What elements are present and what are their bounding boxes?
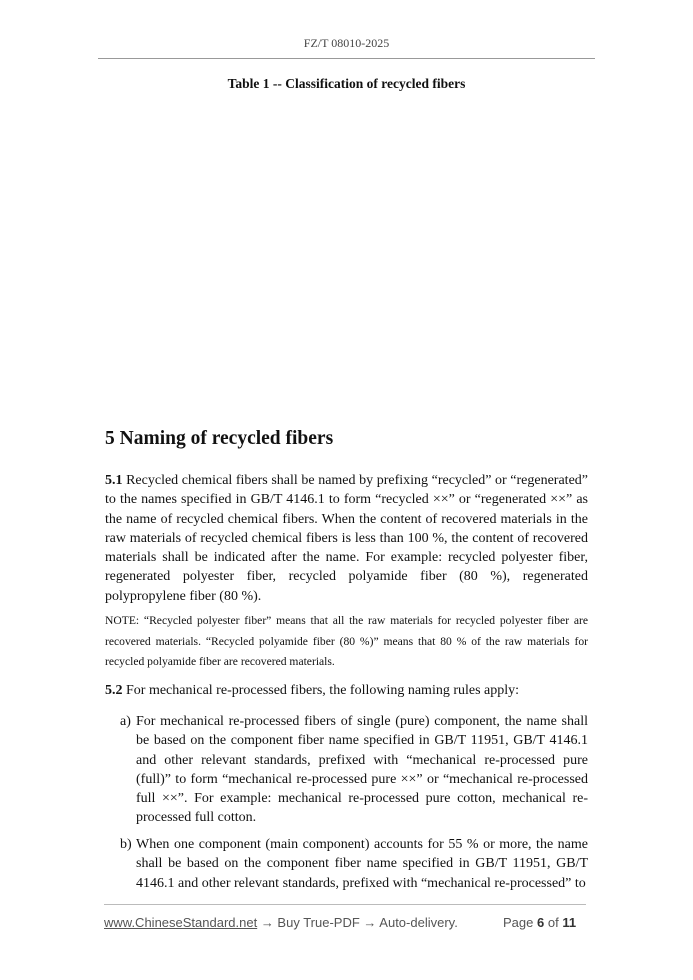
of-label: of [547,915,559,930]
list-marker: a) [120,714,131,729]
site-link[interactable]: www.ChineseStandard.net [104,915,258,930]
clause-text: Recycled chemical fibers shall be named by prefixing “recycled” or “regenerated” to the names specified in GB/T 4146.1 to form “recycled ××” or “regenerated ××” as the name of recycled chemical fibers. When the content of recovered materials in the raw materials of recycled chemical fibers is less than 100 %, the content of recovered materials shall be indicated after the name. For example: recycled polyester fiber, regenerated polyester fiber, recycled polyamide fiber (80 %), regenerated polypropylene fiber (80 %). [105,473,588,604]
note-paragraph: NOTE: “Recycled polyester fiber” means that all the raw materials for recycled polyester fiber are recovered materials. “Recycled polyamide fiber (80 %)” means that 80 % of the raw materials for recycled polyamide fiber are recovered materials. [105,614,588,668]
footer-divider [104,904,586,905]
promo-text: → Buy True-PDF → Auto-delivery. [257,915,458,930]
list-item-a [120,712,588,828]
clause-number: 5.1 [105,473,123,488]
clause-5-2 [105,681,588,700]
header-divider [98,58,595,59]
list-item-b [120,835,588,893]
section-heading: 5 Naming of recycled fibers [105,428,334,449]
footer-promo [104,915,458,930]
page-indicator [503,915,576,930]
list-marker: b) [120,837,132,852]
list-item-text: For mechanical re-processed fibers of single (pure) component, the name shall be based on the component fiber name specified in GB/T 11951, GB/T 4146.1 and other relevant standards, prefixed with “mechanical re-processed pure (full)” to form “mechanical re-processed pure ××” or “mechanical re-processed full ××”. For example: mechanical re-processed pure cotton, mechanical re-processed full cotton. [136,714,588,826]
page-total: 11 [562,915,577,930]
clause-number: 5.2 [105,683,123,698]
clause-5-1 [105,471,588,606]
document-code-header: FZ/T 08010-2025 [303,36,390,50]
table-caption: Table 1 -- Classification of recycled fibers [227,76,466,91]
clause-text: For mechanical re-processed fibers, the following naming rules apply: [122,683,520,698]
page-number: 6 [537,915,545,930]
list-item-text: When one component (main component) accounts for 55 % or more, the name shall be based on the component fiber name specified in GB/T 11951, GB/T 4146.1 and other relevant standards, prefixed with “mechanical re-processed” to [136,837,588,891]
page-label: Page [503,915,534,930]
